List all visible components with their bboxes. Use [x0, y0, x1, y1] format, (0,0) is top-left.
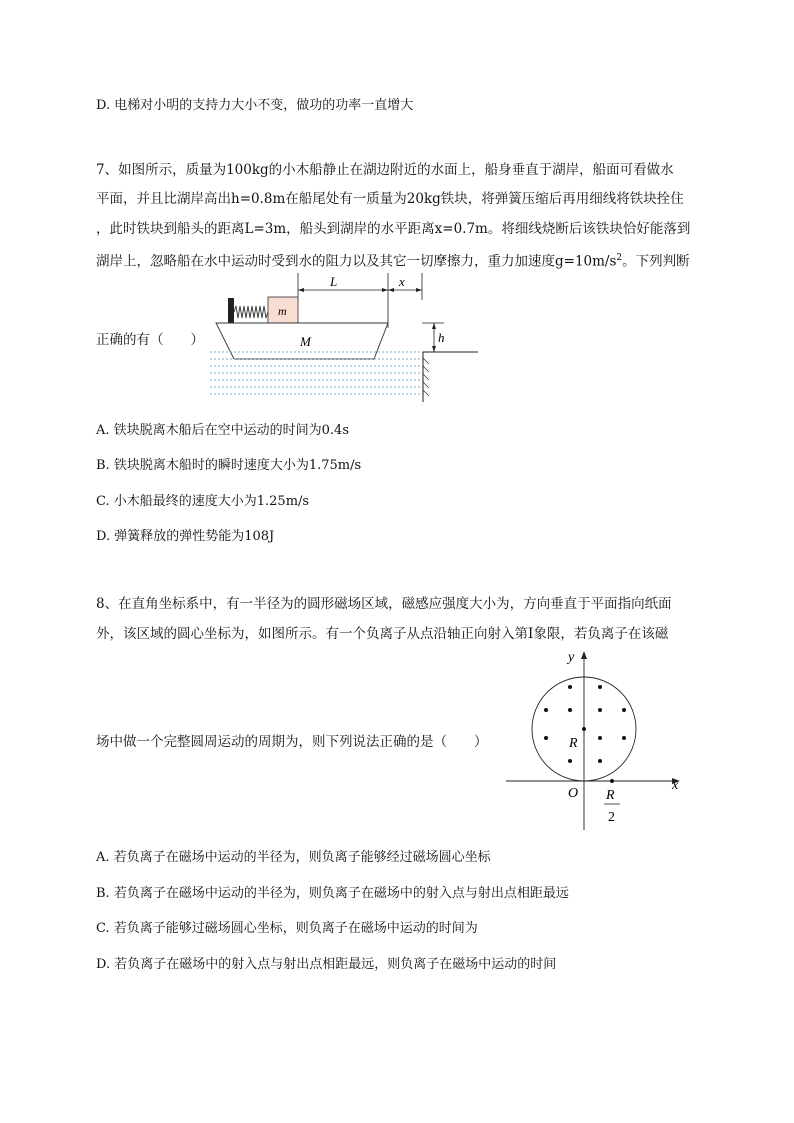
q8-text-line1: 8、在直角坐标系中，有一半径为的圆形磁场区域，磁感应强度大小为，方向垂直于平面指向纸面 [96, 596, 672, 612]
label-h: h [438, 330, 445, 345]
q8-text-line3: 场中做一个完整圆周运动的周期为，则下列说法正确的是（ ） [96, 734, 488, 750]
q7-text-line4-sup: 2 [616, 253, 623, 263]
label-R2-den: 2 [608, 810, 615, 825]
q7-text-line4 [96, 248, 690, 272]
label-R: R [569, 736, 578, 751]
q7-text-line4-main: 湖岸上，忽略船在水中运动时受到水的阻力以及其它一切摩擦力，重力加速度g=10m/s [96, 253, 617, 270]
q8-option-d: D. 若负离子在磁场中的射入点与射出点相距最远，则负离子在磁场中运动的时间 [96, 957, 557, 972]
q7-text-line2: 平面，并且比湖岸高出h=0.8m在船尾处有一质量为20kg铁块，将弹簧压缩后再用细线将铁块拴住 [96, 191, 684, 207]
q7-text-line4-end: 。下列判断 [622, 253, 690, 270]
center-point [582, 727, 586, 731]
q7-option-b: B. 铁块脱离木船时的瞬时速度大小为1.75m/s [96, 458, 362, 473]
q7-option-d: D. 弹簧释放的弹性势能为108J [96, 529, 275, 544]
q8-text-line2: 外，该区域的圆心坐标为，如图所示。有一个负离子从点沿轴正向射入第Ⅰ象限，若负离子在该磁 [96, 626, 669, 642]
q8-option-a: A. 若负离子在磁场中运动的半径为，则负离子能够经过磁场圆心坐标 [96, 850, 491, 865]
label-L: L [330, 274, 338, 289]
label-m: m [278, 304, 287, 318]
q8-field-figure [500, 645, 700, 835]
prev-option-d: D. 电梯对小明的支持力大小不变，做功的功率一直增大 [96, 98, 414, 113]
q7-option-c: C. 小木船最终的速度大小为1.25m/s [96, 494, 310, 509]
q7-option-a: A. 铁块脱离木船后在空中运动的时间为0.4s [96, 423, 349, 438]
q7-text-line5: 正确的有（ ） [96, 332, 204, 348]
q7-text-line3: ，此时铁块到船头的距离L=3m，船头到湖岸的水平距离x=0.7m。将细线烧断后该铁块恰好能落到 [96, 221, 691, 237]
stern-wall [228, 298, 234, 323]
q7-boat-figure [200, 270, 490, 406]
label-M: M [300, 334, 311, 349]
label-x: x [399, 274, 405, 289]
label-R2-num: R [606, 788, 615, 803]
spring [234, 306, 268, 318]
field-dots [544, 685, 626, 763]
q8-option-b: B. 若负离子在磁场中运动的半径为，则负离子在磁场中的射入点与射出点相距最远 [96, 886, 569, 901]
x-axis-point [610, 779, 614, 783]
shore-hatching [423, 358, 429, 396]
label-x-axis: x [672, 778, 679, 793]
q8-option-c: C. 若负离子能够过磁场圆心坐标，则负离子在磁场中运动的时间为 [96, 921, 478, 936]
label-y: y [568, 650, 575, 665]
q7-text-line1: 7、如图所示，质量为100kg的小木船静止在湖边附近的水面上，船身垂直于湖岸，船面可看做水 [96, 162, 674, 178]
label-origin: O [568, 786, 579, 801]
